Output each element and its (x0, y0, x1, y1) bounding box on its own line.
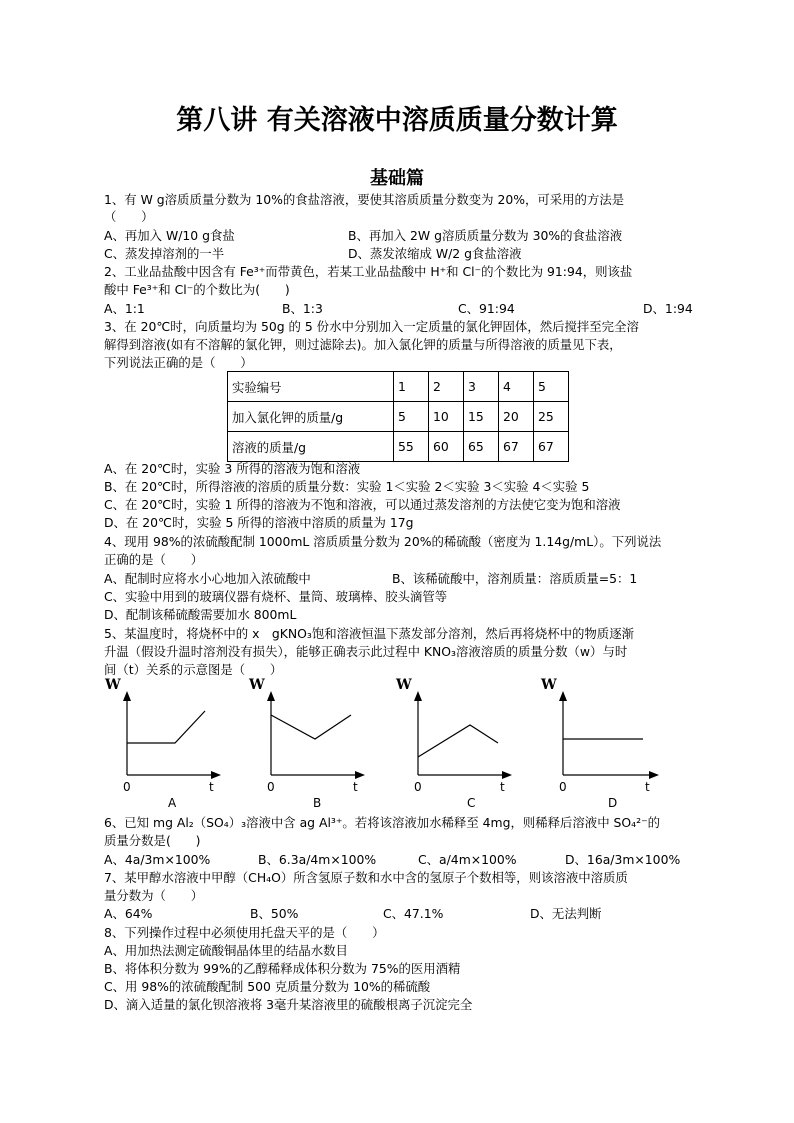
q8-option-a: A、用加热法测定硫酸铜晶体里的结晶水数目 (104, 943, 348, 958)
q1-option-c: C、蒸发掉溶剂的一半 (104, 246, 225, 261)
y-axis-arrow (414, 691, 422, 701)
q6-option-c: C、a/4m×100% (418, 852, 517, 867)
table-cell: 65 (464, 432, 499, 462)
table-cell: 实验编号 (228, 372, 394, 402)
question-4-text: 4、现用 98%的浓硫酸配制 1000mL 溶质质量分数为 20%的稀硫酸（密度为 1.14g/mL）。下列说法 (104, 534, 662, 549)
origin-label: 0 (123, 780, 131, 793)
table-cell: 1 (394, 372, 429, 402)
question-6-text-cont: 质量分数是( ) (104, 833, 201, 848)
graph-b-label: B (313, 796, 322, 810)
q1-option-d: D、蒸发浓缩成 W/2 g食盐溶液 (348, 246, 522, 261)
table-row (228, 402, 569, 432)
x-axis-label: t (209, 780, 214, 793)
experiment-table (227, 371, 569, 462)
table-cell: 55 (394, 432, 429, 462)
x-axis-label: t (353, 780, 358, 793)
q8-option-d: D、滴入适量的氯化钡溶液将 3毫升某溶液里的硫酸根离子沉淀完全 (104, 997, 473, 1012)
table-cell: 67 (534, 432, 569, 462)
question-6-text: 6、已知 mg Al₂（SO₄）₃溶液中含 ag Al³⁺。若将该溶液加水稀释至 4mg，则稀释后溶液中 SO₄²⁻的 (104, 815, 661, 830)
question-1-text: 1、有 W g溶质质量分数为 10%的食盐溶液，要使其溶质质量分数变为 20%，可采用的方法是 (104, 192, 625, 207)
y-axis-label: W (105, 677, 121, 693)
question-3-text-cont: 解得到溶液(如有不溶解的氯化钾，则过滤除去)。加入氯化钾的质量与所得溶液的质量见下表， (104, 337, 622, 352)
q1-option-a: A、再加入 W/10 g食盐 (104, 228, 235, 243)
y-axis-label: W (541, 677, 557, 693)
origin-label: 0 (414, 780, 422, 793)
x-axis-arrow (502, 771, 512, 779)
q2-option-b: B、1:3 (282, 301, 323, 316)
question-2-text-cont: 酸中 Fe³⁺和 Cl⁻的个数比为( ) (104, 282, 290, 297)
q7-option-b: B、50% (250, 906, 299, 921)
q6-option-a: A、4a/3m×100% (104, 852, 211, 867)
question-5-text: 5、某温度时，将烧杯中的 x gKNO₃饱和溶液恒温下蒸发部分溶剂，然后再将烧杯中的物质逐渐 (104, 626, 634, 641)
graph-a-label: A (168, 796, 177, 810)
table-cell: 25 (534, 402, 569, 432)
table-cell: 15 (464, 402, 499, 432)
graph-c-label: C (467, 796, 476, 810)
table-cell: 溶液的质量/g (228, 432, 394, 462)
q6-option-d: D、16a/3m×100% (565, 852, 681, 867)
q4-option-c: C、实验中用到的玻璃仪器有烧杯、量筒、玻璃棒、胶头滴管等 (104, 589, 448, 604)
table-cell: 10 (429, 402, 464, 432)
graph-a-curve (127, 711, 205, 743)
q2-option-d: D、1:94 (643, 301, 693, 316)
page-title: 第八讲 有关溶液中溶质质量分数计算 (176, 105, 618, 136)
table-cell: 20 (499, 402, 534, 432)
q8-option-b: B、将体积分数为 99%的乙醇稀释成体积分数为 75%的医用酒精 (104, 961, 461, 976)
question-5-text-cont: 升温（假设升温时溶剂没有损失），能够正确表示此过程中 KNO₃溶液溶质的质量分数（w）与时 (104, 644, 628, 659)
table-cell: 60 (429, 432, 464, 462)
x-axis-arrow (211, 771, 221, 779)
q7-option-a: A、64% (104, 906, 153, 921)
question-7-text-cont: 量分数为（ ） (104, 888, 204, 903)
graph-a (103, 673, 223, 793)
question-2-text: 2、工业品盐酸中因含有 Fe³⁺而带黄色，若某工业品盐酸中 H⁺和 Cl⁻的个数比为 91:94，则该盐 (104, 264, 633, 279)
q4-option-d: D、配制该稀硫酸需要加水 800mL (104, 607, 297, 622)
graph-b (247, 673, 367, 793)
table-row (228, 372, 569, 402)
q3-option-b: B、在 20℃时，所得溶液的溶质的质量分数：实验 1＜实验 2＜实验 3＜实验 4＜实验 5 (104, 479, 590, 494)
graph-d (539, 673, 661, 793)
q1-option-b: B、再加入 2W g溶质质量分数为 30%的食盐溶液 (348, 228, 623, 243)
graph-b-curve (271, 715, 351, 739)
table-cell: 5 (534, 372, 569, 402)
graph-c-curve (418, 725, 498, 757)
q3-option-a: A、在 20℃时，实验 3 所得的溶液为饱和溶液 (104, 461, 361, 476)
question-5-text-cont2: 间（t）关系的示意图是（ ） (104, 662, 283, 677)
q3-option-d: D、在 20℃时，实验 5 所得的溶液中溶质的质量为 17g (104, 515, 414, 530)
table-cell: 67 (499, 432, 534, 462)
section-heading: 基础篇 (370, 168, 424, 189)
graph-c (394, 673, 514, 793)
question-3-text-cont2: 下列说法正确的是（ ） (104, 355, 253, 370)
table-cell: 5 (394, 402, 429, 432)
table-cell: 4 (499, 372, 534, 402)
table-cell: 2 (429, 372, 464, 402)
question-4-text-cont: 正确的是（ ） (104, 552, 204, 567)
graph-d-label: D (608, 796, 618, 810)
q6-option-b: B、6.3a/4m×100% (258, 852, 377, 867)
origin-label: 0 (267, 780, 275, 793)
q7-option-d: D、无法判断 (530, 906, 602, 921)
table-cell: 加入氯化钾的质量/g (228, 402, 394, 432)
q4-option-a: A、配制时应将水小心地加入浓硫酸中 (104, 571, 311, 586)
q7-option-c: C、47.1% (383, 906, 444, 921)
question-8-text: 8、下列操作过程中必须使用托盘天平的是（ ） (104, 925, 385, 940)
question-3-text: 3、在 20℃时，向质量均为 50g 的 5 份水中分别加入一定质量的氯化钾固体，然后搅拌至完全溶 (104, 319, 639, 334)
table-cell: 3 (464, 372, 499, 402)
q2-option-c: C、91:94 (458, 301, 515, 316)
question-1-bracket: （ ） (104, 209, 154, 224)
q8-option-c: C、用 98%的浓硫酸配制 500 克质量分数为 10%的稀硫酸 (104, 979, 431, 994)
y-axis-arrow (267, 691, 275, 701)
y-axis-label: W (396, 677, 412, 693)
q4-option-b: B、该稀硫酸中，溶剂质量：溶质质量=5：1 (392, 571, 638, 586)
question-7-text: 7、某甲醇水溶液中甲醇（CH₄O）所含氢原子数和水中含的氢原子个数相等，则该溶液中溶质质 (104, 870, 628, 885)
x-axis-arrow (355, 771, 365, 779)
y-axis-arrow (123, 691, 131, 701)
table-row (228, 432, 569, 462)
y-axis-arrow (559, 691, 567, 701)
x-axis-label: t (645, 780, 650, 793)
q3-option-c: C、在 20℃时，实验 1 所得的溶液为不饱和溶液，可以通过蒸发溶剂的方法使它变为饱和溶液 (104, 497, 621, 512)
x-axis-arrow (649, 771, 659, 779)
x-axis-label: t (500, 780, 505, 793)
q2-option-a: A、1:1 (104, 301, 145, 316)
y-axis-label: W (249, 677, 265, 693)
origin-label: 0 (559, 780, 567, 793)
